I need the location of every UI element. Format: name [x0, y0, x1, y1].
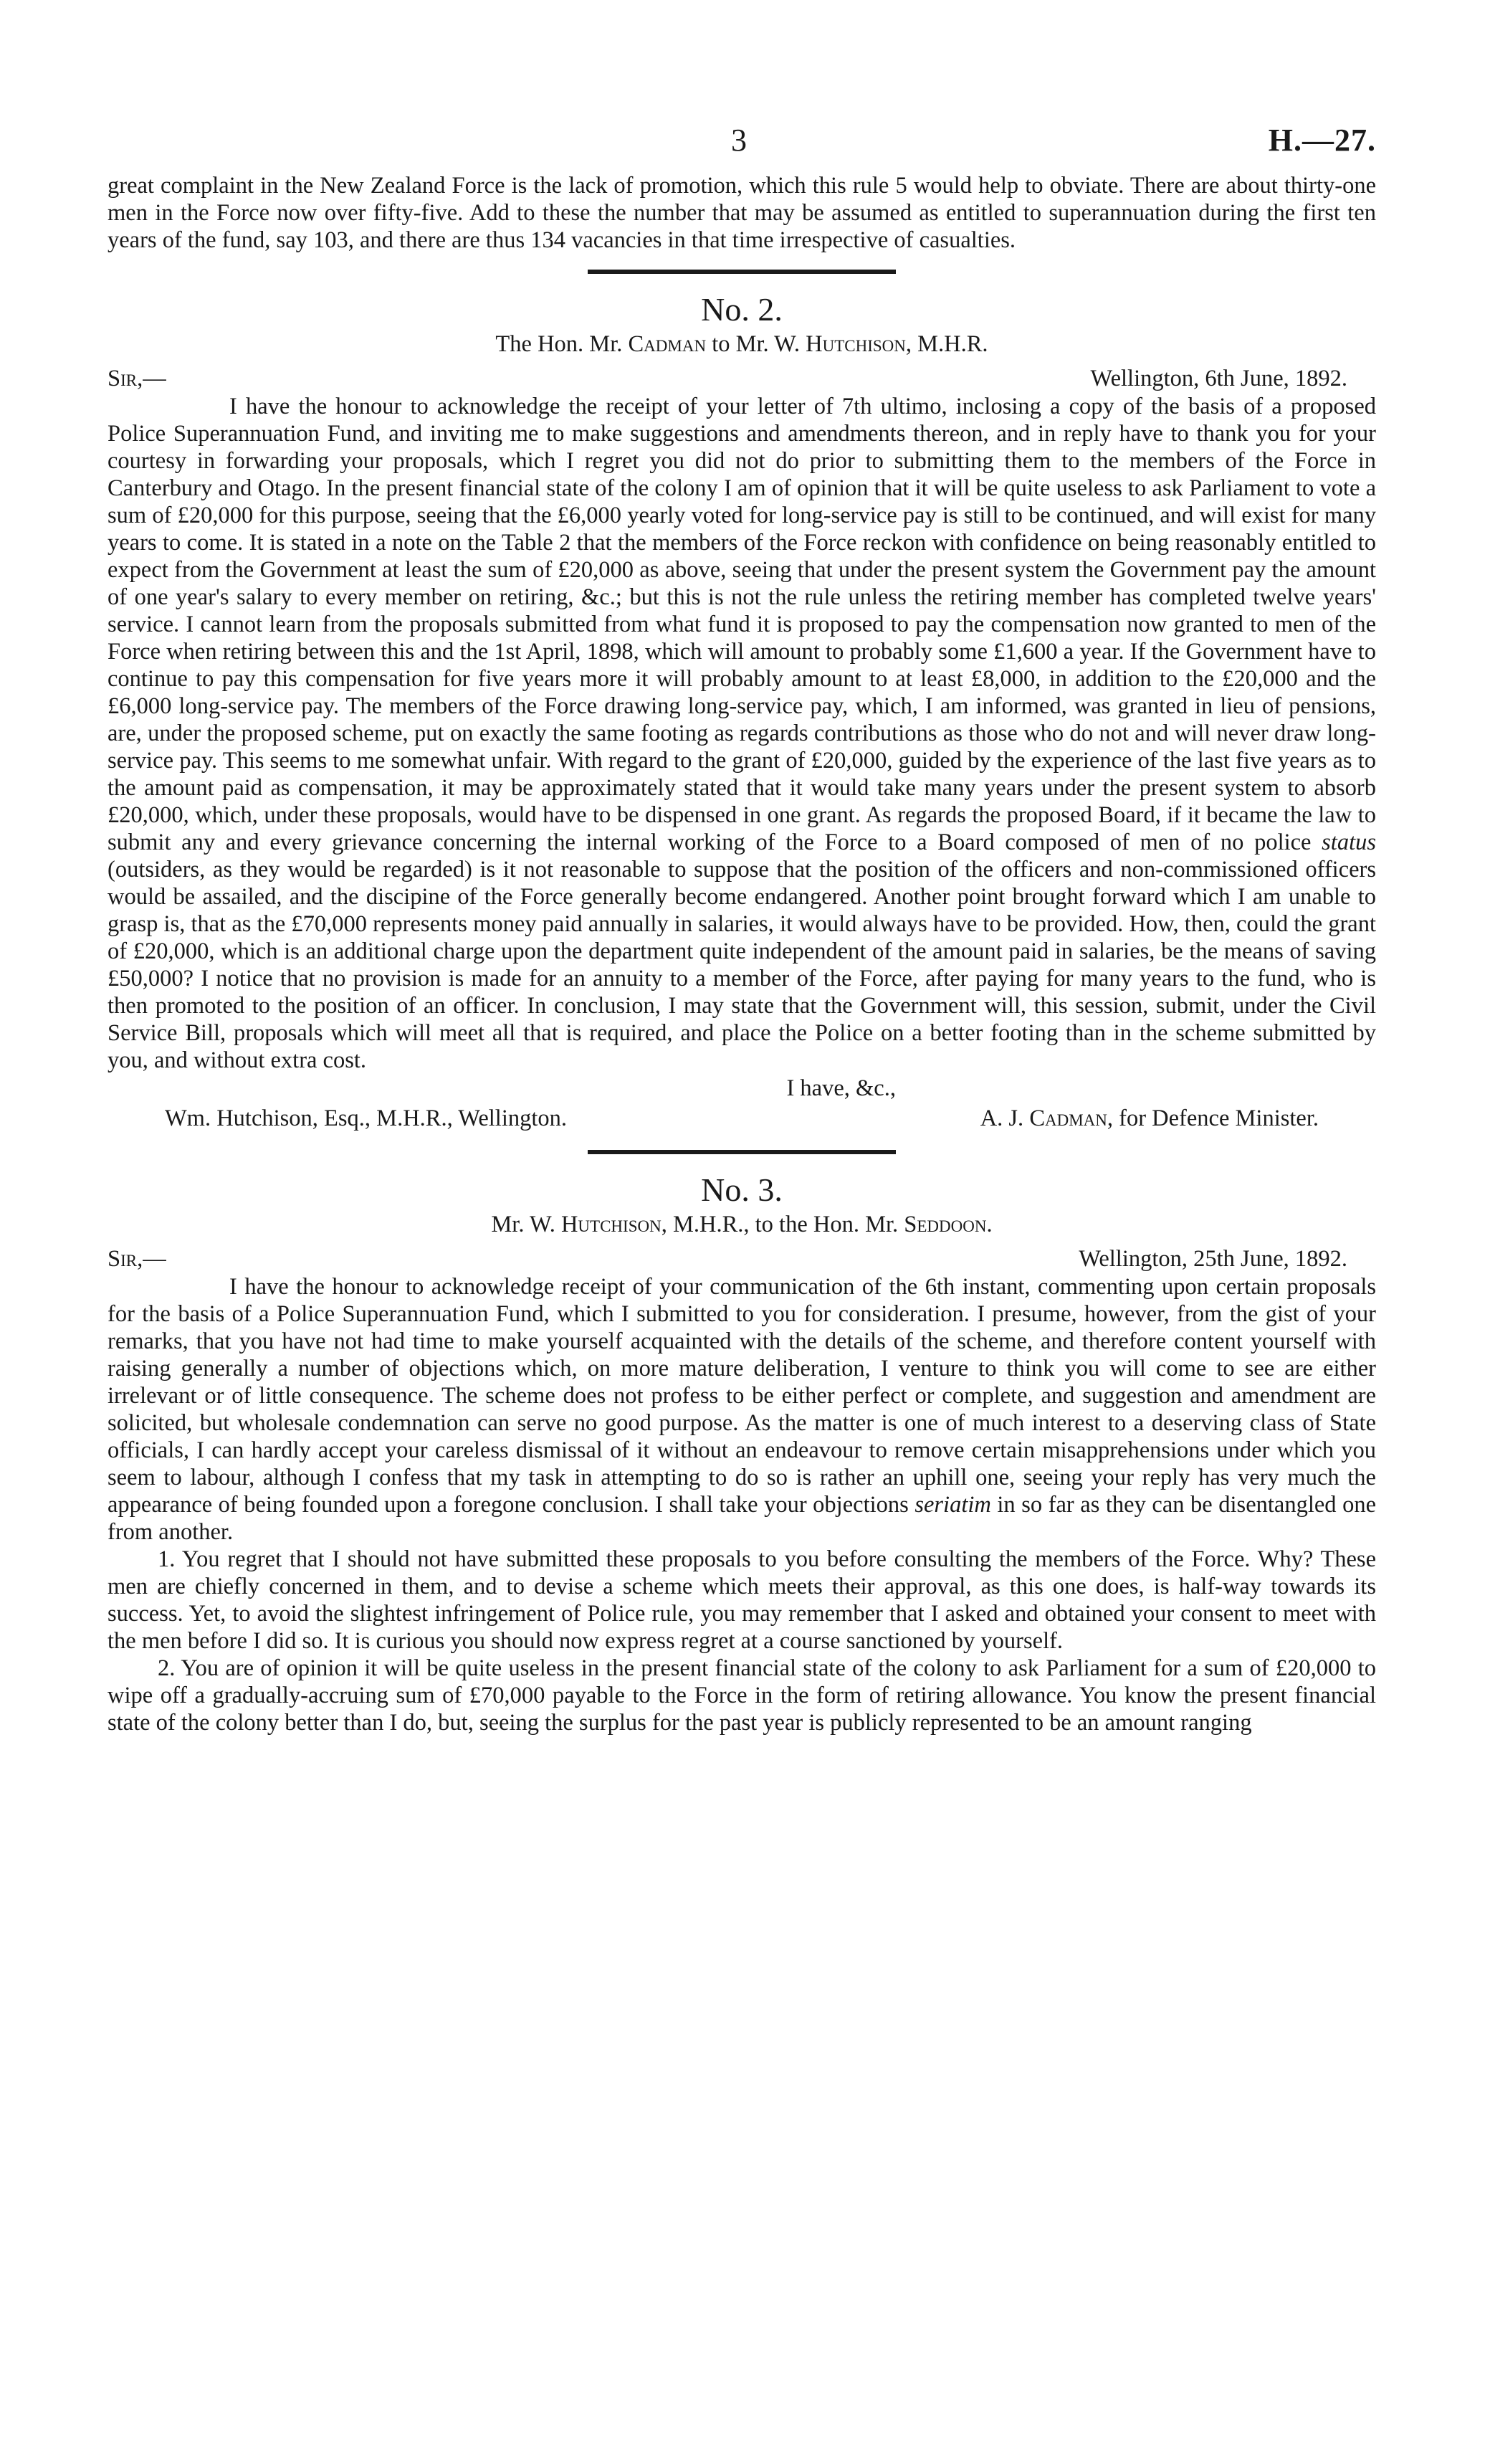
intro-paragraph: great complaint in the New Zealand Force is the lack of promotion, which this rule 5 would help to obviate. There are about thirty-one men in the Force now over fifty-five. Add to these the number that may be assumed as entitled to superannuation during the first ten years of the fund, say 103, and there are thus 134 vacancies in that time irrespective of casualties. — [108, 173, 1376, 253]
page-header — [108, 122, 1376, 172]
doc2-salutation-line — [108, 364, 1376, 393]
doc2-recipient: Hutchison — [806, 331, 906, 357]
page-number: 3 — [731, 123, 747, 158]
doc3-item-1: 1. You regret that I should not have submitted these proposals to you before consulting the members of the Force. Why? These men are chiefly concerned in them, and to devise a scheme which meets their approval, as this one does, is half-way towards its success. Yet, to avoid the slightest infringement of Police rule, you may remember that I asked and obtained your consent to meet with the men before I did so. It is curious you should now express regret at a course sanctioned by yourself. — [108, 1546, 1376, 1654]
doc2-body: I have the honour to acknowledge the receipt of your letter of 7th ultimo, inclosing a copy of the basis of a proposed Police Superannuation Fund, and inviting me to make suggestions and amendments thereon, and in reply have to thank you for your courtesy in forwarding your proposals, which I regret you did not do prior to submitting them to the members of the Force in Canterbury and Otago. In the present financial state of the colony I am of opinion that it will be quite useless to ask Parliament to vote a sum of £20,000 for this purpose, seeing that the £6,000 yearly voted for long-service pay is still to be continued, and will exist for many years to come. It is stated in a note on the Table 2 that the members of the Force reckon with confidence on being reasonably entitled to expect from the Government at least the sum of £20,000 as above, seeing that under the present system the Government pay the amount of one year's salary to every member on retiring, &c.; but this is not the rule unless the retiring member has completed twelve years' service. I cannot learn from the proposals submitted from what fund it is proposed to pay the compensation now granted to men of the Force when retiring between this and the 1st April, 1898, which will amount to probably some £1,600 a year. If the Government have to continue to pay this compensation for five years more it will probably amount to at least £8,000, in addition to the £20,000 and the £6,000 long-service pay. The members of the Force drawing long-service pay, which, I am informed, was granted in lieu of pensions, are, under the proposed scheme, put on exactly the same footing as regards contributions as those who do not and will never draw long-service pay. This seems to me somewhat unfair. With regard to the grant of £20,000, guided by the experience of the last five years as to the amount paid as compensation, it may be approximately stated that it would take many years under the present system to absorb £20,000, which, under these proposals, would have to be dispensed in one grant. As regards the proposed Board, if it became the law to submit any and every grievance concerning the internal working of the Force to a Board composed of men of no police status (outsiders, as they would be regarded) is it not reasonable to suppose that the position of the officers and non-commissioned officers would be assailed, and the discipine of the Force generally become endangered. Another point brought forward which I am unable to grasp is, that as the £70,000 represents money paid annually in salaries, it would always have to be provided. How, then, could the grant of £20,000, which is an additional charge upon the department quite independent of the amount paid in salaries, be the means of saving £50,000? I notice that no provision is made for an annuity to a member of the Force, after paying for many years to the fund, who is then promoted to the position of an officer. In conclusion, I may state that the Government will, this session, submit, under the Civil Service Bill, proposals which will meet all that is required, and place the Police on a better footing than in the scheme submitted by you, and without extra cost. — [108, 394, 1376, 1073]
section-divider — [588, 1150, 896, 1154]
doc2-closing: I have, &c., — [786, 1075, 896, 1101]
doc2-signature: A. J. Cadman, for Defence Minister. — [980, 1105, 1319, 1131]
doc2-place-date: Wellington, 6th June, 1892. — [1090, 366, 1347, 391]
doc3-number: No. 3. — [701, 1171, 783, 1208]
section-divider — [588, 270, 896, 274]
doc3-heading: Mr. W. Hutchison, M.H.R., to the Hon. Mr. Seddoon. — [491, 1212, 993, 1237]
doc3-salutation: Sir,— — [108, 1246, 166, 1272]
doc2-status-italic: status — [1322, 829, 1376, 855]
doc3-salutation-line — [108, 1245, 1376, 1273]
doc2-number: No. 2. — [701, 291, 783, 328]
doc3-recipient: Seddoon — [904, 1212, 987, 1237]
doc3-item-2: 2. You are of opinion it will be quite useless in the present financial state of the colony to ask Parliament for a sum of £20,000 to wipe off a gradually-accruing sum of £70,000 payable to the Force in the form of retiring allowance. You know the present financial state of the colony better than I do, but, seeing the surplus for the past year is publicly represented to be an amount ranging — [108, 1655, 1376, 1736]
doc2-salutation: Sir,— — [108, 366, 166, 391]
doc2-sender: Cadman — [628, 331, 707, 357]
doc2-addressee: Wm. Hutchison, Esq., M.H.R., Wellington. — [165, 1105, 568, 1131]
document-reference: H.—27. — [1268, 123, 1376, 158]
doc3-seriatim-italic: seriatim — [914, 1492, 991, 1518]
doc3-place-date: Wellington, 25th June, 1892. — [1079, 1246, 1347, 1272]
doc2-signature-line — [108, 1103, 1376, 1134]
doc3-sender: Hutchison — [560, 1212, 662, 1237]
document-page — [108, 122, 1376, 1736]
doc3-paragraph-1: I have the honour to acknowledge receipt of your communication of the 6th instant, commenting upon certain proposals for the basis of a Police Superannuation Fund, which I submitted to you for consideration. I presume, however, from the gist of your remarks, that you have not had time to make yourself acquainted with the details of the scheme, and therefore content yourself with raising generally a number of objections which, on more mature deliberation, I venture to think you will come to see are either irrelevant or of little consequence. The scheme does not profess to be either perfect or complete, and suggestion and amendment are solicited, but wholesale condemnation can serve no good purpose. As the matter is one of much interest to a deserving class of State officials, I can hardly accept your careless dismissal of it without an endeavour to remove certain misapprehensions under which you seem to labour, although I confess that my task in attempting to do so is rather an uphill one, seeing your reply has very much the appearance of being founded upon a foregone conclusion. I shall take your objections seriatim in so far as they can be disentangled one from another. — [108, 1274, 1376, 1545]
doc2-heading: The Hon. Mr. Cadman to Mr. W. Hutchison, M.H.R. — [495, 331, 988, 357]
